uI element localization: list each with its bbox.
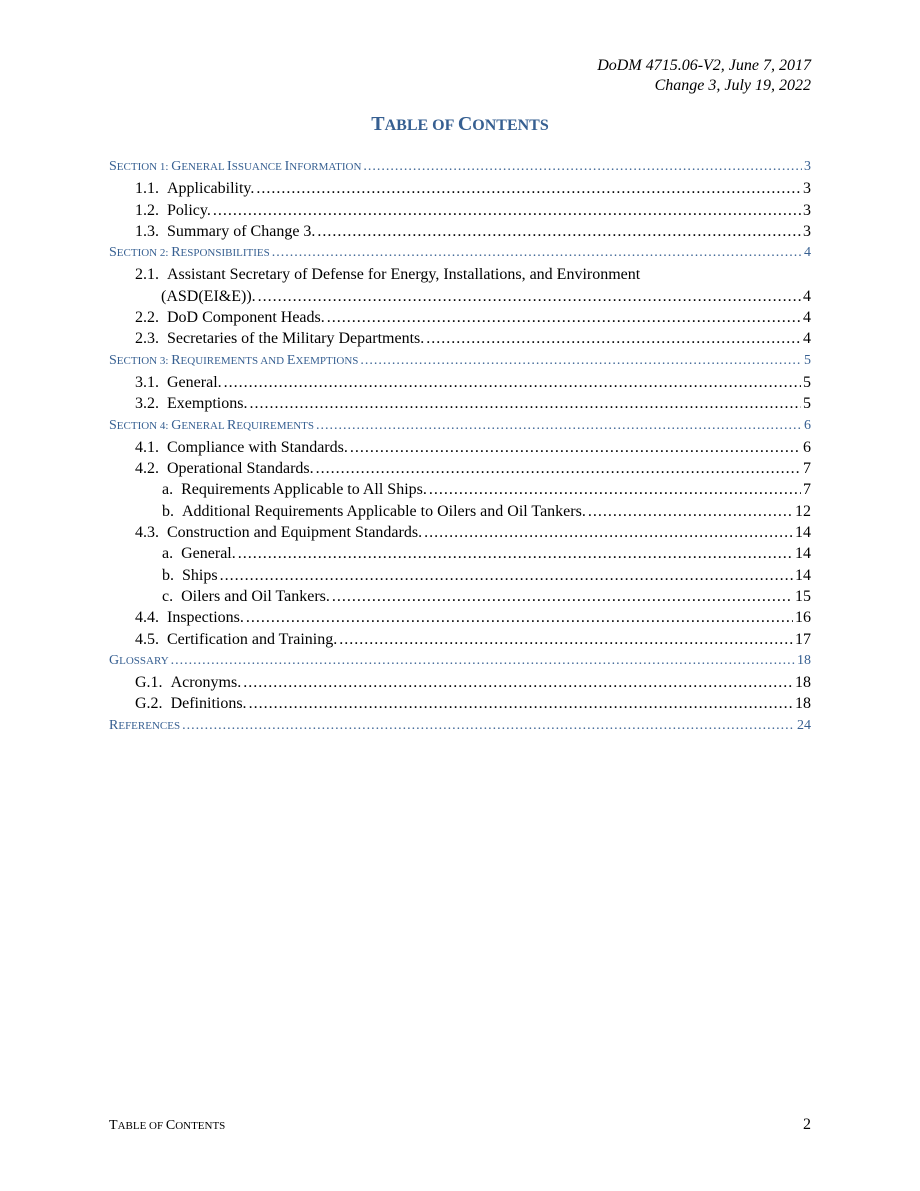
dot-leader	[249, 693, 793, 714]
toc-page-number: 7	[803, 481, 811, 499]
toc-entry-4-5[interactable]	[109, 629, 811, 650]
toc-entry-text: Secretaries of the Military Departments.	[167, 330, 425, 348]
toc-page-number: 14	[795, 566, 811, 584]
toc-entry-text: Compliance with Standards.	[167, 438, 348, 456]
toc-entry-4-2[interactable]	[109, 458, 811, 479]
toc-page-number: 7	[803, 460, 811, 478]
toc-entry-number: 2.2.	[135, 309, 159, 327]
toc-entry-4-2-b[interactable]	[109, 501, 811, 522]
toc-page-number: 4	[803, 309, 811, 327]
toc-section-label: SECTION 3: REQUIREMENTS AND EXEMPTIONS	[109, 352, 359, 368]
dot-leader	[339, 629, 793, 650]
toc-entry-text: Certification and Training.	[167, 630, 338, 648]
page-title: TABLE OF CONTENTS	[371, 113, 549, 135]
toc-entry-number: G.2.	[135, 695, 163, 713]
dot-leader	[171, 650, 795, 671]
toc-section-3[interactable]	[109, 350, 811, 372]
toc-page-number: 12	[795, 502, 811, 520]
toc-page-number: 3	[803, 180, 811, 198]
dot-leader	[332, 586, 793, 607]
toc-entry-4-3-c[interactable]	[109, 586, 811, 607]
dot-leader	[243, 672, 793, 693]
toc-entry-2-2[interactable]	[109, 307, 811, 328]
toc-entry-text: Summary of Change 3.	[167, 222, 316, 240]
toc-section-references[interactable]	[109, 715, 811, 737]
toc-entry-number: 3.2.	[135, 395, 159, 413]
dot-leader	[360, 350, 802, 371]
toc-section-label: GLOSSARY	[109, 652, 169, 668]
dot-leader	[363, 156, 802, 177]
toc-entry-text: Ships	[182, 566, 218, 584]
dot-leader	[238, 543, 793, 564]
toc-entry-text: Oilers and Oil Tankers.	[181, 587, 330, 605]
toc-page-number: 6	[804, 417, 811, 433]
dot-leader	[424, 522, 793, 543]
toc-entry-text: Additional Requirements Applicable to Oilers and Oil Tankers.	[182, 502, 586, 520]
toc-entry-text: Requirements Applicable to All Ships.	[181, 481, 427, 499]
toc-entry-3-2[interactable]	[109, 393, 811, 414]
toc-entry-number: G.1.	[135, 674, 163, 692]
toc-entry-4-1[interactable]	[109, 437, 811, 458]
toc-page-number: 3	[803, 222, 811, 240]
toc-section-2[interactable]	[109, 242, 811, 264]
toc-section-glossary[interactable]	[109, 650, 811, 672]
toc-entry-text: Definitions.	[170, 695, 247, 713]
dot-leader	[213, 200, 801, 221]
toc-entry-text: Construction and Equipment Standards.	[167, 524, 423, 542]
toc-section-label: REFERENCES	[109, 717, 181, 733]
toc-section-label: SECTION 1: GENERAL ISSUANCE INFORMATION	[109, 159, 362, 174]
table-of-contents	[109, 156, 811, 737]
dot-leader	[182, 715, 795, 736]
toc-entry-3-1[interactable]	[109, 372, 811, 393]
toc-page-number: 18	[797, 652, 811, 668]
dot-leader	[224, 372, 801, 393]
footer-page-number: 2	[803, 1116, 811, 1133]
toc-entry-text: Operational Standards.	[167, 460, 314, 478]
toc-entry-2-3[interactable]	[109, 328, 811, 349]
dot-leader	[426, 328, 801, 349]
toc-entry-4-3-b[interactable]	[109, 565, 811, 586]
toc-entry-text: Applicability.	[167, 180, 255, 198]
toc-entry-text: Exemptions.	[167, 395, 248, 413]
toc-entry-number: 4.1.	[135, 438, 159, 456]
dot-leader	[327, 307, 801, 328]
toc-section-4[interactable]	[109, 415, 811, 437]
toc-entry-1-1[interactable]	[109, 178, 811, 199]
toc-entry-number: 4.2.	[135, 460, 159, 478]
toc-page-number: 5	[803, 395, 811, 413]
toc-entry-g-1[interactable]	[109, 672, 811, 693]
toc-entry-number: 4.4.	[135, 609, 159, 627]
toc-entry-text: Policy.	[167, 201, 211, 219]
footer-title: TABLE OF CONTENTS	[109, 1118, 226, 1133]
dot-leader	[220, 565, 793, 586]
dot-leader	[429, 479, 801, 500]
document-id: DoDM 4715.06-V2, June 7, 2017	[597, 57, 811, 74]
toc-page-number: 5	[803, 373, 811, 391]
toc-page-number: 3	[804, 159, 811, 174]
change-date: Change 3, July 19, 2022	[654, 77, 811, 94]
toc-page-number: 18	[795, 695, 811, 713]
toc-page-number: 5	[804, 352, 811, 368]
toc-entry-number: 1.1.	[135, 180, 159, 198]
toc-page-number: 17	[795, 630, 811, 648]
toc-section-1[interactable]	[109, 156, 811, 178]
dot-leader	[316, 415, 802, 436]
toc-entry-2-1[interactable]	[109, 264, 811, 285]
toc-entry-4-3[interactable]	[109, 522, 811, 543]
document-header	[597, 56, 811, 96]
toc-entry-number: c.	[162, 587, 174, 605]
toc-entry-text: DoD Component Heads.	[167, 309, 325, 327]
toc-entry-number: a.	[162, 481, 174, 499]
toc-entry-4-2-a[interactable]	[109, 479, 811, 500]
toc-section-label: SECTION 4: GENERAL REQUIREMENTS	[109, 417, 314, 433]
dot-leader	[249, 393, 801, 414]
toc-page-number: 18	[795, 674, 811, 692]
toc-entry-number: 4.5.	[135, 630, 159, 648]
toc-entry-number: b.	[162, 566, 174, 584]
toc-page-number: 3	[803, 201, 811, 219]
dot-leader	[246, 607, 793, 628]
toc-entry-text: General.	[167, 373, 222, 391]
toc-page-number: 24	[797, 717, 811, 733]
toc-entry-4-4[interactable]	[109, 607, 811, 628]
toc-entry-number: 1.2.	[135, 201, 159, 219]
dot-leader	[258, 286, 801, 307]
toc-entry-number: 4.3.	[135, 524, 159, 542]
toc-entry-text: General.	[181, 545, 236, 563]
dot-leader	[256, 178, 801, 199]
dot-leader	[317, 221, 801, 242]
toc-entry-number: 2.1.	[135, 266, 159, 284]
toc-entry-1-2[interactable]	[109, 200, 811, 221]
toc-entry-text: Assistant Secretary of Defense for Energy, Installations, and Environment	[167, 266, 641, 284]
toc-page-number: 16	[795, 609, 811, 627]
toc-entry-number: 2.3.	[135, 330, 159, 348]
toc-entry-number: a.	[162, 545, 174, 563]
toc-entry-2-1-continued[interactable]	[109, 286, 811, 307]
dot-leader	[272, 242, 802, 263]
toc-page-number: 4	[803, 287, 811, 305]
toc-entry-4-3-a[interactable]	[109, 543, 811, 564]
toc-page-number: 14	[795, 545, 811, 563]
dot-leader	[316, 458, 801, 479]
toc-entry-1-3[interactable]	[109, 221, 811, 242]
toc-page-number: 6	[803, 438, 811, 456]
toc-entry-g-2[interactable]	[109, 693, 811, 714]
toc-entry-text: (ASD(EI&E)).	[161, 287, 256, 305]
toc-page-number: 4	[804, 245, 811, 261]
dot-leader	[588, 501, 793, 522]
dot-leader	[350, 437, 801, 458]
toc-entry-text: Acronyms.	[170, 674, 242, 692]
toc-entry-number: 1.3.	[135, 222, 159, 240]
toc-section-label: SECTION 2: RESPONSIBILITIES	[109, 245, 270, 261]
toc-entry-text: Inspections.	[167, 609, 244, 627]
toc-page-number: 4	[803, 330, 811, 348]
toc-entry-number: 3.1.	[135, 373, 159, 391]
toc-page-number: 14	[795, 524, 811, 542]
toc-page-number: 15	[795, 587, 811, 605]
toc-entry-number: b.	[162, 502, 174, 520]
